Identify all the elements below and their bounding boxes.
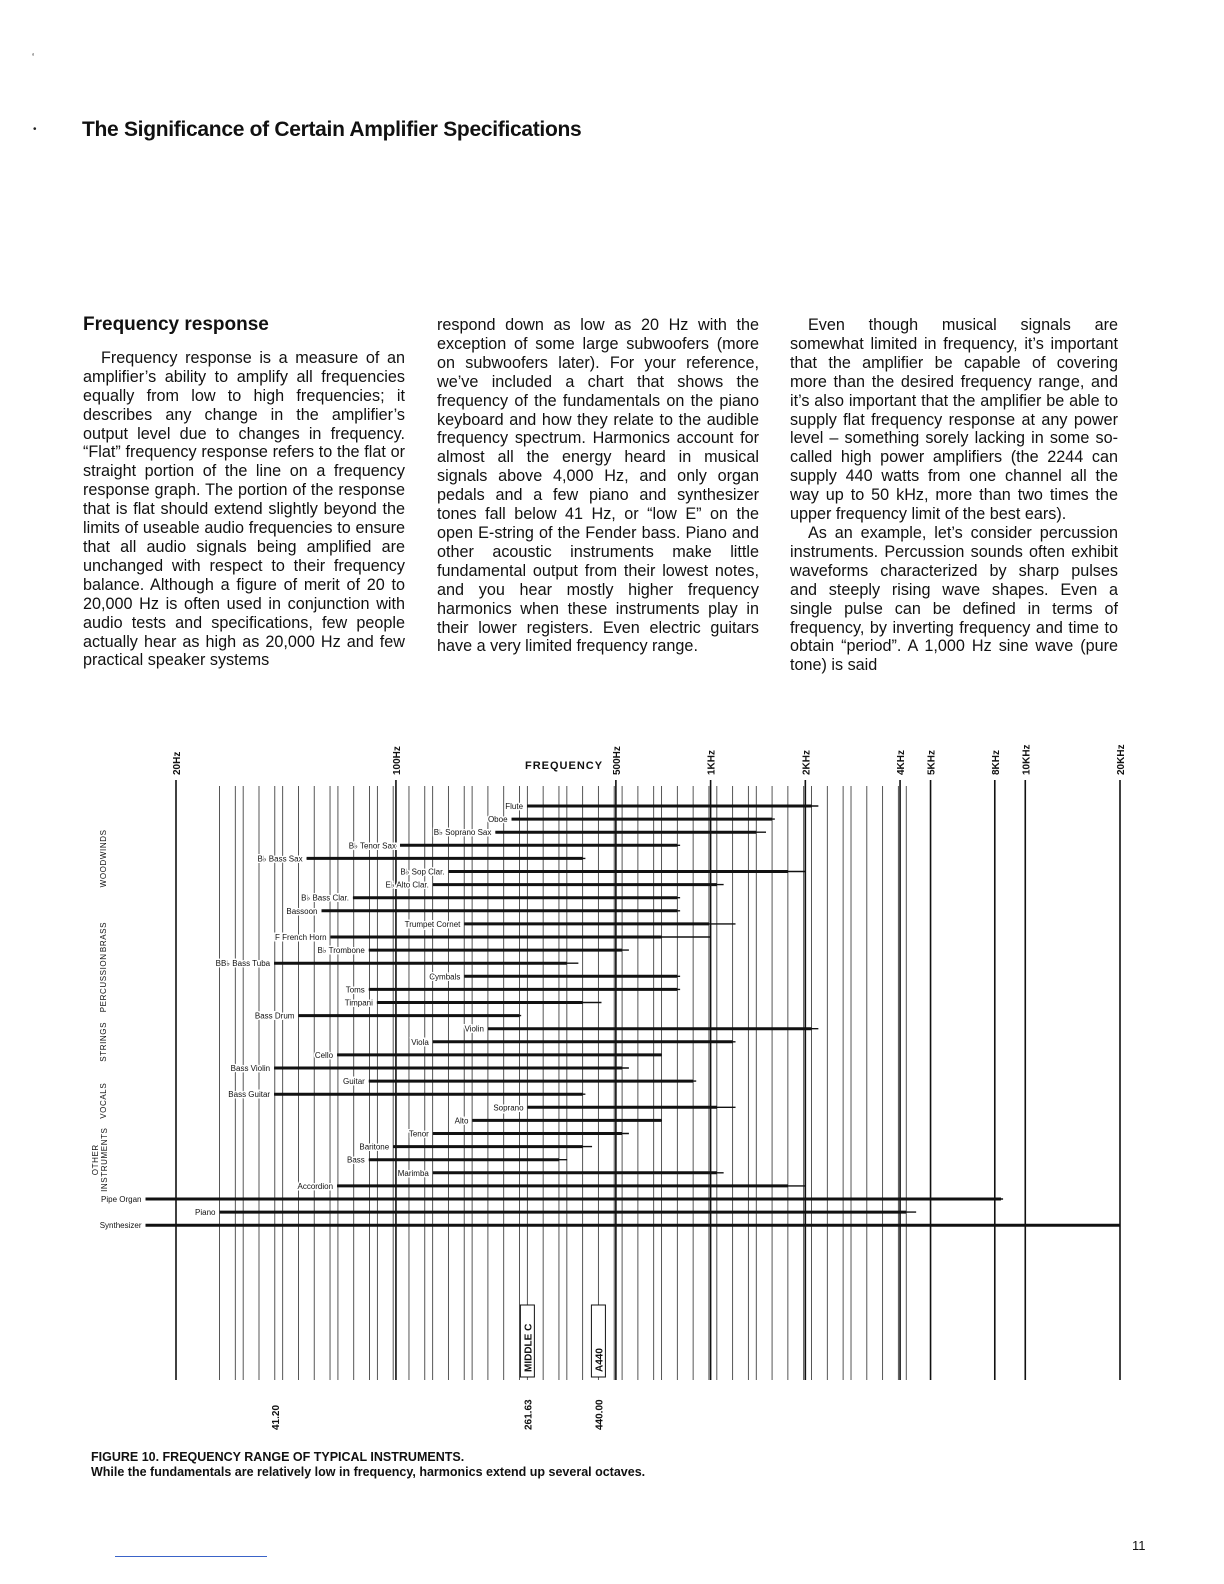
instrument-label: Marimba — [397, 1168, 429, 1178]
instrument-label: B♭ Bass Sax — [257, 854, 303, 864]
paragraph: respond down as low as 20 Hz with the exception of some large subwoofers (more on subwoofers later). For your reference, we’ve included a chart that shows the frequency of the fundamentals on the piano keyboard and how they relate to the audible frequency spectrum. Harmonics account for almost all the energy heard in musical signals above 4,000 Hz, and only organ pedals and a few piano and synthesizer tones fall below 41 Hz, or “low E” on the open E-string of the Fender bass. Piano and other acoustic instruments make little fundamental output from their lowest notes, and you hear mostly higher frequency harmonics when these instruments play in their lower registers. Even electric guitars have a very limited frequency range. — [437, 316, 759, 656]
instrument-label: B♭ Trombone — [317, 946, 365, 956]
top-frequency-tick-label: 8KHz — [990, 749, 1002, 775]
group-label: VOCALS — [99, 1082, 108, 1119]
group-label: STRINGS — [99, 1021, 108, 1062]
instrument-label: Cymbals — [429, 972, 461, 982]
scan-speck-1: ‘ — [32, 52, 35, 63]
instrument-label: BB♭ Bass Tuba — [215, 959, 271, 969]
top-frequency-tick-label: 20KHz — [1116, 744, 1127, 775]
top-frequency-tick-label: 500Hz — [611, 746, 623, 775]
instrument-label: B♭ Soprano Sax — [433, 828, 492, 838]
marker-label: MIDDLE C — [523, 1323, 535, 1372]
top-frequency-tick-label: 100Hz — [391, 746, 403, 775]
page-title: The Significance of Certain Amplifier Specifications — [82, 118, 582, 141]
instrument-label: B♭ Tenor Sax — [348, 841, 396, 851]
instrument-label: Alto — [454, 1116, 469, 1126]
instrument-label: Piano — [195, 1208, 216, 1218]
top-frequency-tick-label: 2KHz — [801, 749, 813, 775]
instrument-label: Bass Guitar — [228, 1090, 271, 1100]
instrument-label: Pipe Organ — [101, 1195, 142, 1204]
footer-rule — [115, 1556, 267, 1557]
instrument-label: F French Horn — [275, 933, 327, 942]
instrument-label: Oboe — [487, 815, 508, 825]
instrument-label: Flute — [505, 802, 524, 811]
paragraph: Frequency response is a measure of an amplifier’s ability to amplify all frequencies equally from low to high frequencies; it describes any change in the amplifier’s output level due to changes in frequency. “Flat” frequency response refers to the flat or straight portion of the line on a frequency response graph. The portion of the response that is flat should extend slightly beyond the limits of useable audio frequencies to ensure that all audio signals being amplified are unchanged with respect to their frequency balance. Although a figure of merit of 20 to 20,000 Hz is often used in conjunction with audio tests and specifications, few people actually hear as high as 20,000 Hz and few practical speaker systems — [83, 348, 405, 670]
text-column-3 — [790, 316, 1118, 675]
group-label: PERCUSSION — [99, 953, 108, 1013]
bottom-frequency-tick-label: 41.20 — [270, 1404, 282, 1430]
paragraph: As an example, let’s consider percussion instruments. Percussion sounds often exhibit waveforms characterized by sharp pulses and steeply rising wave shapes. Even a single pulse can be defined in terms of frequency, by inverting frequency and time to obtain “period”. A 1,000 Hz sine wave (pure tone) is said — [790, 523, 1118, 675]
group-label: WOODWINDS — [99, 829, 108, 888]
frequency-range-chart — [80, 730, 1140, 1430]
instrument-label: Cello — [314, 1050, 334, 1060]
instrument-label: Bassoon — [286, 906, 318, 916]
instrument-label: Bass Violin — [230, 1064, 271, 1073]
instrument-label: Timpani — [344, 998, 373, 1008]
instrument-label: Bass Drum — [254, 1011, 295, 1021]
text-column-1 — [83, 316, 405, 670]
group-label: INSTRUMENTS — [100, 1127, 109, 1192]
instrument-label: B♭ Sop Clar. — [400, 867, 445, 877]
top-frequency-tick-label: 5KHz — [926, 749, 938, 775]
bottom-frequency-tick-label: 440.00 — [594, 1399, 606, 1430]
paragraph: Even though musical signals are somewhat limited in frequency, it’s important that the amplifier be capable of covering more than the desired frequency range, and it’s also important that the amplifier be able to supply flat frequency response at any power level – something sorely lacking in some so-called high power amplifiers (the 2244 can supply 440 watts from one channel all the way up to 50 kHz, more than two times the upper frequency limit of the best ears). — [790, 316, 1118, 524]
group-label: BRASS — [99, 921, 108, 953]
instrument-label: Viola — [411, 1037, 429, 1047]
page-number: 11 — [1132, 1538, 1146, 1553]
marker-label: A440 — [594, 1348, 606, 1372]
caption-title: FIGURE 10. FREQUENCY RANGE OF TYPICAL INSTRUMENTS. — [91, 1450, 465, 1464]
chart-title: FREQUENCY — [525, 760, 604, 772]
text-column-2 — [437, 316, 759, 656]
group-label: OTHER — [91, 1144, 100, 1176]
top-frequency-tick-label: 10KHz — [1021, 744, 1033, 775]
bottom-frequency-tick-label: 261.63 — [523, 1399, 535, 1430]
figure-caption — [91, 1450, 645, 1480]
top-frequency-tick-label: 1KHz — [706, 749, 718, 775]
scan-speck-2: • — [33, 124, 37, 135]
section-heading: Frequency response — [83, 314, 269, 335]
top-frequency-tick-label: 4KHz — [896, 749, 908, 775]
instrument-label: Trumpet Cornet — [404, 919, 461, 929]
instrument-label: Tenor — [408, 1129, 429, 1139]
instrument-label: Soprano — [493, 1103, 524, 1113]
top-frequency-tick-label: 20Hz — [172, 751, 183, 775]
instrument-label: Synthesizer — [99, 1221, 142, 1231]
instrument-label: Baritone — [359, 1142, 390, 1152]
caption-text: While the fundamentals are relatively low in frequency, harmonics extend up several octaves. — [91, 1465, 646, 1479]
instrument-label: Guitar — [343, 1077, 365, 1087]
instrument-label: Violin — [464, 1024, 484, 1034]
instrument-label: Toms — [345, 985, 365, 995]
instrument-label: Accordion — [297, 1181, 334, 1191]
instrument-label: Bass — [347, 1155, 365, 1165]
instrument-label: B♭ Bass Clar. — [301, 893, 349, 903]
instrument-label: E♭ Alto Clar. — [385, 880, 429, 890]
